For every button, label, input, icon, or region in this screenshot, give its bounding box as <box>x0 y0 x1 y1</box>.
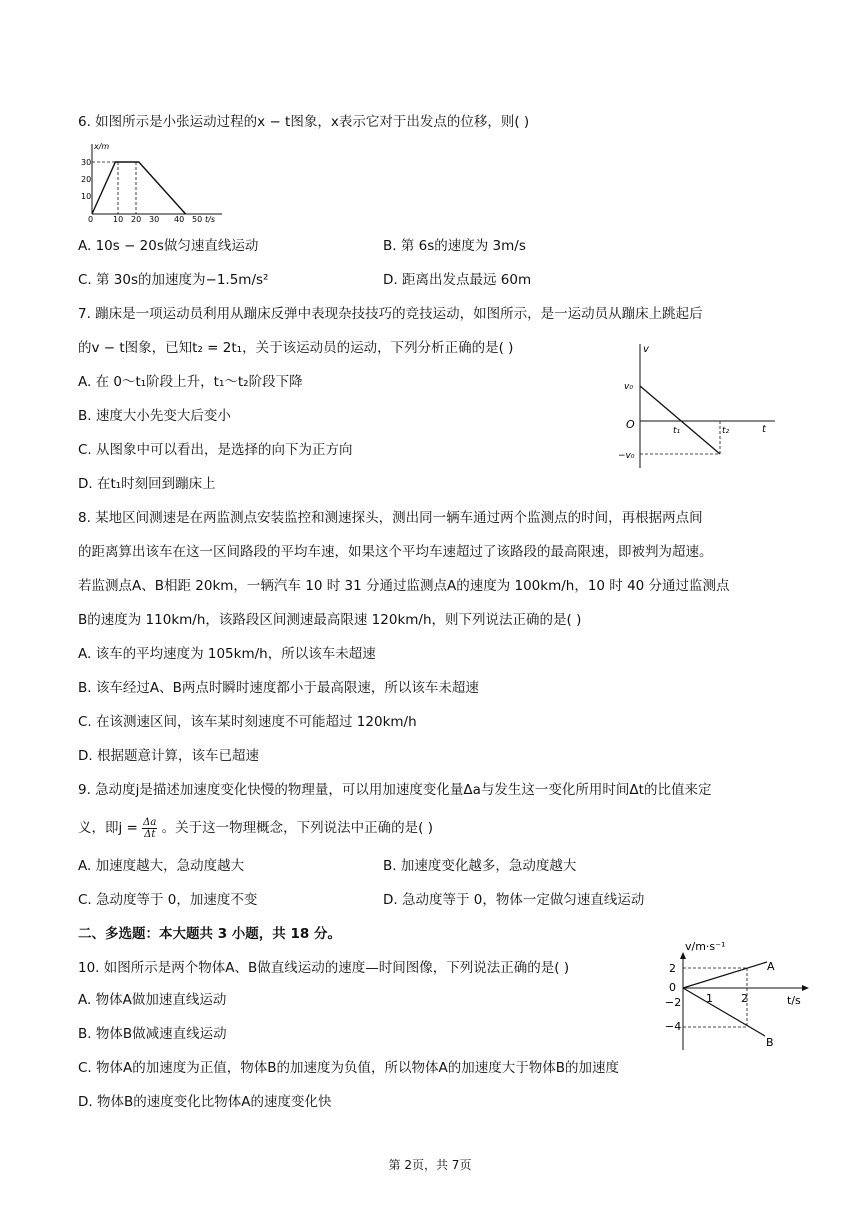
q9-stem-post: 。关于这一物理概念，下列说法中正确的是( ) <box>161 820 433 836</box>
q9-fraction-numerator: Δa <box>143 816 157 828</box>
q6-origin: 0 <box>88 215 94 224</box>
q10-line-a <box>683 962 767 988</box>
q9-option-b: B. 加速度变化越多，急动度越大 <box>383 858 577 874</box>
q10-xlabel: t/s <box>787 994 801 1007</box>
q9-stem-line1: 9. 急动度j是描述加速度变化快慢的物理量，可以用加速度变化量Δa与发生这一变化所用时间Δt的比值来定 <box>78 782 712 798</box>
q6-option-d: D. 距离出发点最远 60m <box>383 272 532 288</box>
page-footer: 第 2页，共 7页 <box>388 1158 472 1172</box>
q7-option-b: B. 速度大小先变大后变小 <box>78 408 231 424</box>
q10-stem: 10. 如图所示是两个物体A、B做直线运动的速度—时间图像，下列说法正确的是( ) <box>78 960 570 976</box>
q10-option-c: C. 物体A的加速度为正值，物体B的加速度为负值，所以物体A的加速度大于物体B的加速度 <box>78 1060 620 1076</box>
q6-stem: 6. 如图所示是小张运动过程的x − t图象，x表示它对于出发点的位移，则( ) <box>78 114 530 130</box>
q7-stem-line2: 的v − t图象，已知t₂ = 2t₁，关于该运动员的运动，下列分析正确的是( ) <box>78 340 514 356</box>
q9-option-d: D. 急动度等于 0，物体一定做匀速直线运动 <box>383 892 645 908</box>
q6-xlabel: t/s <box>205 215 215 224</box>
q9-fraction <box>142 817 157 840</box>
q7-t1-label: t₁ <box>673 426 681 436</box>
section-heading: 二、多选题：本大题共 3 小题，共 18 分。 <box>78 926 341 942</box>
q7-option-d: D. 在t₁时刻回到蹦床上 <box>78 476 216 492</box>
q6-xtick: 20 <box>131 215 142 224</box>
q10-ylabel: v/m·s⁻¹ <box>685 940 726 953</box>
q7-v-axis-label: v <box>643 344 649 355</box>
q7-v-line <box>640 386 720 454</box>
q10-ytick-neg2: −2 <box>665 996 682 1009</box>
q9-stem-pre: 义，即j = <box>78 820 143 836</box>
q6-option-b: B. 第 6s的速度为 3m/s <box>383 238 526 254</box>
q10-vt-graph <box>655 938 815 1052</box>
q10-label-a: A <box>767 960 775 973</box>
q7-v0-label: v₀ <box>624 382 633 392</box>
q8-stem-line2: 的距离算出该车在这一区间路段的平均车速，如果这个平均车速超过了该路段的最高限速，即被判为超速。 <box>78 544 713 560</box>
q10-origin: 0 <box>669 981 676 994</box>
q6-xtick: 10 <box>113 215 124 224</box>
q6-xtick: 50 <box>192 215 203 224</box>
q9-fraction-denominator: Δt <box>144 828 156 840</box>
q8-stem-line3: 若监测点A、B相距 20km，一辆汽车 10 时 31 分通过监测点A的速度为 100km/h，10 时 40 分通过监测点 <box>78 578 730 594</box>
q10-label-b: B <box>766 1036 774 1049</box>
q8-option-a: A. 该车的平均速度为 105km/h，所以该车未超速 <box>78 646 376 662</box>
q6-ytick: 20 <box>81 175 92 184</box>
q7-t-axis-label: t <box>762 424 766 435</box>
q6-xt-graph <box>78 140 228 224</box>
q6-xtick: 40 <box>174 215 185 224</box>
q7-option-a: A. 在 0～t₁阶段上升，t₁～t₂阶段下降 <box>78 374 303 390</box>
q10-ytick-neg4: −4 <box>665 1020 682 1033</box>
q7-vt-graph <box>612 340 780 472</box>
q8-option-b: B. 该车经过A、B两点时瞬时速度都小于最高限速，所以该车未超速 <box>78 680 479 696</box>
q7-neg-v0-label: −v₀ <box>618 451 635 461</box>
q9-option-c: C. 急动度等于 0，加速度不变 <box>78 892 258 908</box>
q9-option-a: A. 加速度越大，急动度越大 <box>78 858 245 874</box>
q10-option-d: D. 物体B的速度变化比物体A的速度变化快 <box>78 1094 332 1110</box>
q7-stem-line1: 7. 蹦床是一项运动员利用从蹦床反弹中表现杂技技巧的竞技运动，如图所示，是一运动员从蹦床上跳起后 <box>78 306 703 322</box>
q9-stem-line2 <box>78 814 433 842</box>
q6-option-c: C. 第 30s的加速度为−1.5m/s² <box>78 272 269 288</box>
q8-option-d: D. 根据题意计算，该车已超速 <box>78 748 259 764</box>
q7-option-c: C. 从图象中可以看出，是选择的向下为正方向 <box>78 442 353 458</box>
q6-ylabel: x/m <box>94 142 110 151</box>
q10-option-b: B. 物体B做减速直线运动 <box>78 1026 227 1042</box>
q6-ytick: 30 <box>81 158 92 167</box>
q6-xtick: 30 <box>149 215 160 224</box>
q10-xtick-2: 2 <box>741 992 748 1005</box>
q10-line-b <box>683 988 765 1036</box>
q7-origin: O <box>626 418 635 431</box>
q10-ytick-2: 2 <box>669 962 676 975</box>
q6-ytick: 10 <box>81 192 92 201</box>
q8-stem-line1: 8. 某地区间测速是在两监测点安装监控和测速探头，测出同一辆车通过两个监测点的时间，再根据两点间 <box>78 510 703 526</box>
q10-xtick-1: 1 <box>706 992 713 1005</box>
q6-option-a: A. 10s − 20s做匀速直线运动 <box>78 238 259 254</box>
q10-option-a: A. 物体A做加速直线运动 <box>78 992 227 1008</box>
q6-xt-line <box>92 162 186 214</box>
q7-t2-label: t₂ <box>722 426 730 436</box>
q8-stem-line4: B的速度为 110km/h，该路段区间测速最高限速 120km/h，则下列说法正确的是( ) <box>78 612 582 628</box>
q8-option-c: C. 在该测速区间，该车某时刻速度不可能超过 120km/h <box>78 714 417 730</box>
